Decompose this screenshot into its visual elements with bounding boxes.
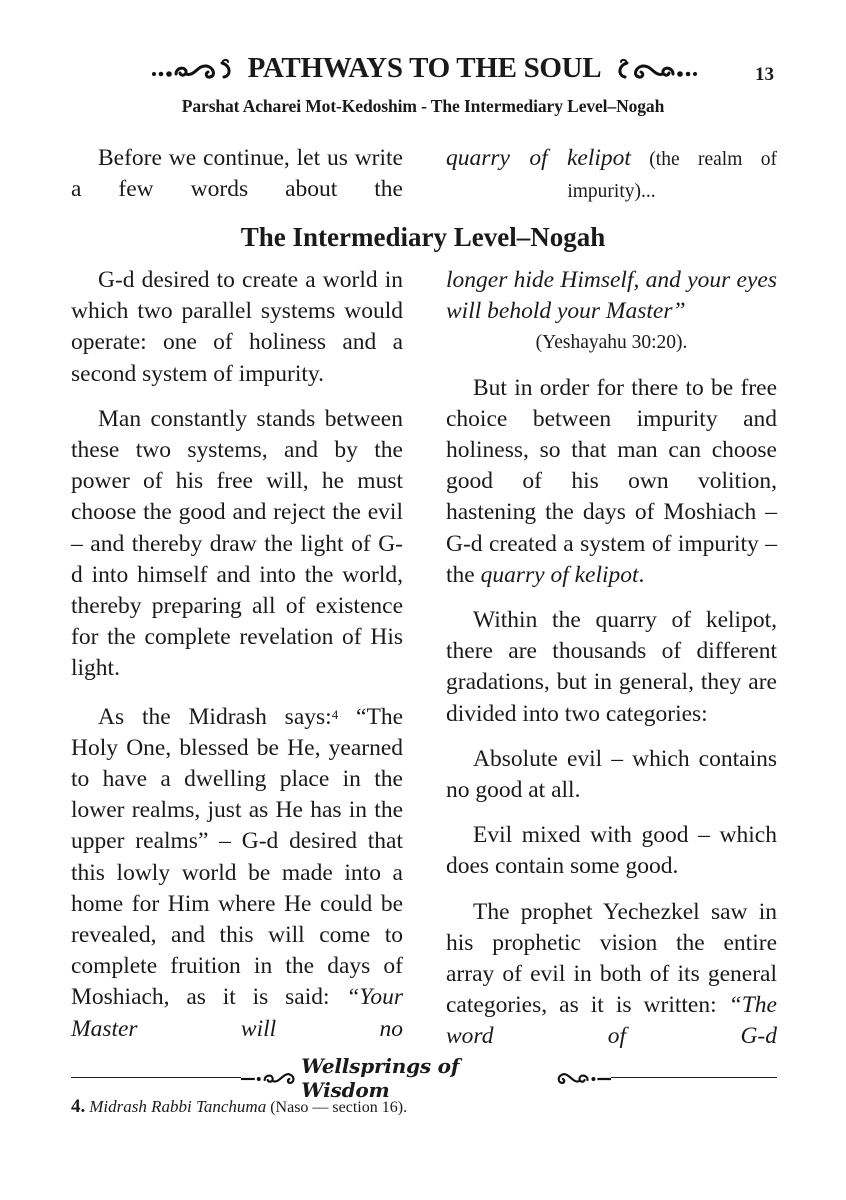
intro-paragraph-continued — [446, 143, 777, 207]
paragraph: Man constantly stands between these two systems, and by the power of his free will, he must choose the good and reject the evil – and thereby draw the light of G-d into himself and into the world, thereby preparing all of existence for the complete revelation of His light. — [71, 405, 403, 682]
footnote-number: 4. — [71, 1096, 86, 1117]
paragraph-text: . — [638, 561, 645, 588]
scroll-flourish-right-icon — [554, 1070, 611, 1086]
running-header — [0, 52, 846, 92]
paragraph: Within the quarry of kelipot, there are thousands of different gradations, but in general, they are divided into two categories: — [446, 607, 777, 727]
intro-paragraph: Before we continue, let us write a few words about the — [71, 145, 403, 203]
quote-italic: “The word of G-d — [446, 992, 777, 1050]
paragraph-text: The prophet Yechezkel saw in his prophetic vision the entire array of evil in both of its general categories, as it is written: — [446, 898, 777, 1019]
right-column — [446, 265, 777, 1053]
paragraph-text: “The Holy One, blessed be He, yearned to have a dwelling place in the lower realms, just as He has in the upper realms” – G-d desired that this lowly world be made into a home for Him where He could be revealed, and this will come to complete fruition in the days of Moshiach, as it is said: — [71, 703, 403, 1011]
intro-parenthetical: (the realm of impurity)... — [567, 149, 777, 203]
section-heading: The Intermediary Level–Nogah — [240, 222, 606, 252]
footnote-source-title: Midrash Rabbi Tanchuma — [89, 1097, 267, 1116]
quote-source: (Yeshayahu 30:20). — [535, 332, 688, 354]
paragraph — [446, 897, 777, 1053]
paragraph: Absolute evil – which contains no good at all. — [446, 745, 777, 804]
paragraph: Evil mixed with good – which does contain some good. — [446, 822, 777, 880]
scroll-flourish-left-icon — [241, 1070, 298, 1086]
quote-continuation: longer hide Himself, and your eyes will behold your Master” — [446, 267, 777, 325]
page-number: 13 — [755, 64, 774, 85]
divider-label: Wellsprings of Wisdom — [301, 1054, 460, 1102]
paragraph — [71, 699, 403, 1045]
footnote — [71, 1096, 407, 1118]
chapter-subtitle: Parshat Acharei Mot-Kedoshim - The Intermediary Level–Nogah — [181, 96, 665, 116]
scroll-flourish-left-icon — [150, 57, 242, 81]
footnote-marker[interactable]: 4 — [331, 706, 339, 722]
intro-left — [71, 143, 403, 205]
intro-right — [446, 143, 777, 207]
book-title-text: PATHWAYS TO THE SOUL — [247, 52, 602, 84]
book-title — [132, 52, 717, 85]
paragraph — [446, 373, 777, 591]
paragraph: G-d desired to create a world in which two parallel systems would operate: one of holiness and a second system of impurity. — [71, 267, 403, 387]
scroll-flourish-right-icon — [607, 57, 699, 81]
footnote-source-detail: (Naso — section 16). — [266, 1099, 408, 1116]
term-quarry-of-kelipot: quarry of kelipot — [446, 145, 631, 171]
footnote-divider — [71, 1054, 777, 1102]
term-quarry-of-kelipot: quarry of kelipot — [480, 561, 639, 588]
left-column — [71, 265, 403, 1045]
paragraph-text: As the Midrash says: — [98, 703, 332, 730]
divider-label-group — [241, 1054, 611, 1102]
paragraph-text: But in order for there to be free choice between impurity and holiness, so that man can choose good of his own volition, hastening the days of Moshiach – G-d created a system of impurity – the — [446, 374, 777, 588]
quote-italic: “Your Master will no — [71, 984, 403, 1042]
